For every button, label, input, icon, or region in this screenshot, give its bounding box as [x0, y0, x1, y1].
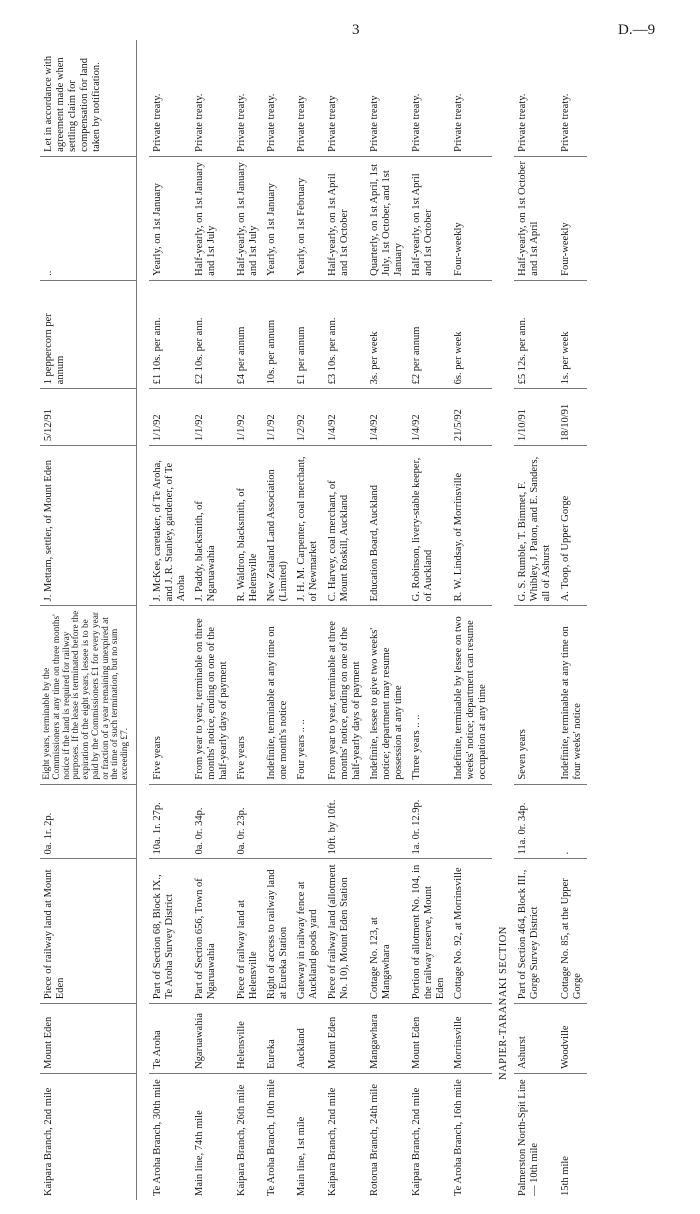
table-row — [293, 40, 323, 1200]
cell-area — [366, 784, 408, 859]
cell-description: Portion of allotment No. 104, in the railway reserve, Mount Eden — [408, 859, 450, 1004]
cell-date: 5/12/91 — [40, 389, 136, 446]
cell-area: 0a. 0r. 34p. — [191, 784, 233, 859]
cell-how-let: Private treaty. — [233, 40, 263, 156]
cell-lessee: A. Toop, of Upper Gorge — [557, 446, 587, 606]
cell-how-let: Let in accordance with agreement made when settling claim for compensation for land taken by notification. — [40, 40, 136, 156]
cell-rent: £4 per annum — [233, 280, 263, 389]
cell-description: Part of Section 464, Block III., Gorge Survey District — [514, 859, 556, 1004]
cell-station: Ashurst — [514, 1004, 556, 1074]
table-row — [514, 40, 556, 1200]
cell-date: 1/1/92 — [233, 389, 263, 446]
cell-lessee: J. McKee, caretaker, of Te Aroha, and J. R. Stanley, gardener, of Te Aroha — [149, 446, 191, 606]
cell-how-let: Private treaty. — [514, 40, 556, 156]
table-row — [263, 40, 293, 1200]
cell-lessee: R. Waldron, blacksmith, of Helensville — [233, 446, 263, 606]
cell-station: Morrinsville — [450, 1004, 492, 1074]
cell-rent: £3 10s. per ann. — [324, 280, 366, 389]
rotated-lease-table — [40, 40, 660, 1200]
cell-date: 1/4/92 — [366, 389, 408, 446]
table-row-top — [40, 40, 136, 1200]
cell-description: Gateway in railway fence at Auckland goods yard — [293, 859, 323, 1004]
cell-lessee: G. S. Rumble, T. Bimmet, F. Whibley, J. Paton, and E. Sanders, all of Ashurst — [514, 446, 556, 606]
cell-term: Four years .. .. — [293, 606, 323, 784]
cell-how-let: Private treaty — [324, 40, 366, 156]
cell-payable: Half-yearly, on 1st April and 1st October — [408, 156, 450, 280]
cell-rent: 3s. per week — [366, 280, 408, 389]
lease-table — [40, 40, 587, 1200]
cell-date: 1/4/92 — [408, 389, 450, 446]
cell-line: Palmerston North-Spit Line— 10th mile — [517, 1079, 541, 1196]
cell-station: Mangawhara — [366, 1004, 408, 1074]
cell-date: 1/1/92 — [149, 389, 191, 446]
cell-line: Rotorua Branch, 24th mile — [368, 1084, 380, 1196]
cell-line: Te Aroha Branch, 30th mile — [151, 1079, 163, 1196]
cell-description: Piece of railway land at Mount Eden — [40, 859, 136, 1004]
cell-how-let: Private treaty. — [191, 40, 233, 156]
cell-lessee: J. Paddy, blacksmith, of Ngaruawahia — [191, 446, 233, 606]
cell-how-let: Private treaty. — [263, 40, 293, 156]
cell-station: Mount Eden — [324, 1004, 366, 1074]
cell-area: 10ft. by 10ft. — [324, 784, 366, 859]
cell-term: Three years .. .. — [408, 606, 450, 784]
cell-rent: 1s. per week — [557, 280, 587, 389]
section-heading-row — [492, 40, 514, 1200]
cell-station: Ngaruawahia — [191, 1004, 233, 1074]
cell-area: 0a. 0r. 23p. — [233, 784, 263, 859]
cell-area: 11a. 0r. 34p. — [514, 784, 556, 859]
cell-area — [293, 784, 323, 859]
cell-station: Te Aroha — [149, 1004, 191, 1074]
cell-how-let: Private treaty. — [408, 40, 450, 156]
cell-station: Mount Eden — [408, 1004, 450, 1074]
cell-payable: .. — [40, 156, 136, 280]
cell-description: Piece of railway land (allotment No. 10), Mount Eden Station — [324, 859, 366, 1004]
cell-payable: Yearly, on 1st February — [293, 156, 323, 280]
cell-how-let: Private treaty — [293, 40, 323, 156]
cell-term: Five years — [233, 606, 263, 784]
cell-rent: 1 peppercorn per annum — [40, 280, 136, 389]
cell-line: Main line, 1st mile — [296, 1116, 308, 1196]
cell-payable: Half-yearly, on 1st January and 1st July — [233, 156, 263, 280]
cell-rent: £1 per annum — [293, 280, 323, 389]
cell-area — [450, 784, 492, 859]
cell-lessee: C. Harvey, coal merchant, of Mount Roskill, Auckland — [324, 446, 366, 606]
cell-description: Cottage No. 85, at the Upper Gorge — [557, 859, 587, 1004]
cell-how-let: Private treaty — [366, 40, 408, 156]
cell-rent: £2 per annum — [408, 280, 450, 389]
cell-line: 15th mile — [559, 1156, 571, 1196]
cell-line: Kaipara Branch, 2nd mile — [410, 1087, 422, 1196]
cell-area: 10a. 1r. 27p. — [149, 784, 191, 859]
cell-rent: 10s. per annum — [263, 280, 293, 389]
cell-rent: £2 10s. per ann. — [191, 280, 233, 389]
cell-term: Indefinite, terminable by lessee on two weeks' notice; department can resume occupation at any time — [450, 606, 492, 784]
cell-date: 1/1/92 — [263, 389, 293, 446]
cell-date: 21/5/92 — [450, 389, 492, 446]
cell-station: Mount Eden — [40, 1004, 136, 1074]
table-row — [324, 40, 366, 1200]
cell-date: 1/10/91 — [514, 389, 556, 446]
cell-area: 1a. 0r. 12.9p. — [408, 784, 450, 859]
cell-how-let: Private treaty. — [450, 40, 492, 156]
cell-area: 0a. 1r. 2p. — [40, 784, 136, 859]
cell-area: . — [557, 784, 587, 859]
document-code: D.—9 — [618, 22, 656, 38]
cell-line: Main line, 74th mile — [193, 1110, 205, 1196]
cell-area — [263, 784, 293, 859]
cell-payable: Half-yearly, on 1st April and 1st October — [324, 156, 366, 280]
cell-description: Cottage No. 123, at Mangawhara — [366, 859, 408, 1004]
cell-payable: Quarterly, on 1st April, 1st July, 1st October, and 1st January — [366, 156, 408, 280]
cell-station: Woodville — [557, 1004, 587, 1074]
cell-payable: Half-yearly, on 1st October and 1st April — [514, 156, 556, 280]
cell-date: 1/4/92 — [324, 389, 366, 446]
cell-term: Eight years, terminable by the Commissioners at any time on three months' notice if the land is required for railway purposes. If the lease is terminated before the expiration of the eight years, lessee is to be paid by the Commissioners £1 for every year or fraction of a year remaining unexpired at the time of such termination, but no sum exceeding £7. — [40, 606, 136, 784]
cell-line: Kaipara Branch, 2nd mile — [326, 1087, 338, 1196]
cell-how-let: Private treaty. — [149, 40, 191, 156]
cell-station: Auckland — [293, 1004, 323, 1074]
cell-line: Te Aroha Branch, 16th mile — [453, 1079, 465, 1196]
cell-rent: 6s. per week — [450, 280, 492, 389]
cell-description: Part of Section 656, Town of Ngaruawahia — [191, 859, 233, 1004]
cell-lessee: J. Mettam, settler, of Mount Eden — [40, 446, 136, 606]
table-row — [191, 40, 233, 1200]
cell-lessee: G. Robinson, livery-stable keeper, of Auckland — [408, 446, 450, 606]
cell-term: Indefinite, terminable at any time on four weeks' notice — [557, 606, 587, 784]
cell-term: Indefinite, terminable at any time on one month's notice — [263, 606, 293, 784]
cell-date: 1/1/92 — [191, 389, 233, 446]
section-title: NAPIER-TARANAKI SECTION — [498, 926, 510, 1080]
cell-station: Eureka — [263, 1004, 293, 1074]
cell-how-let: Private treaty. — [557, 40, 587, 156]
cell-payable: Half-yearly, on 1st January and 1st July — [191, 156, 233, 280]
cell-rent: £1 10s. per ann. — [149, 280, 191, 389]
cell-term: From year to year, terminable at three months' notice, ending on one of the half-yearly days of payment — [324, 606, 366, 784]
cell-station: Helensville — [233, 1004, 263, 1074]
cell-term: Seven years — [514, 606, 556, 784]
cell-description: Piece of railway land at Helensville — [233, 859, 263, 1004]
page-number: 3 — [352, 22, 360, 38]
cell-payable: Four-weekly — [557, 156, 587, 280]
cell-description: Cottage No. 92, at Morrinsville — [450, 859, 492, 1004]
cell-term: From year to year, terminable on three months' notice, ending on one of the half-yearly days of payment — [191, 606, 233, 784]
table-row — [149, 40, 191, 1200]
table-row — [408, 40, 450, 1200]
cell-payable: Yearly, on 1st January — [263, 156, 293, 280]
cell-line: Kaipara Branch, 26th mile — [236, 1084, 248, 1196]
cell-date: 18/10/91 — [557, 389, 587, 446]
table-row — [233, 40, 263, 1200]
cell-rent: £5 12s. per ann. — [514, 280, 556, 389]
cell-payable: Four-weekly — [450, 156, 492, 280]
cell-line: Te Aroha Branch, 10th mile — [266, 1079, 278, 1196]
cell-lessee: R. W. Lindsay, of Morrinsville — [450, 446, 492, 606]
cell-date: 1/2/92 — [293, 389, 323, 446]
table-row — [450, 40, 492, 1200]
spacer-row — [136, 40, 149, 1200]
cell-lessee: Education Board, Auckland — [366, 446, 408, 606]
cell-description: Right of access to railway land at Eureka Station — [263, 859, 293, 1004]
cell-term: Five years — [149, 606, 191, 784]
cell-line: Kaipara Branch, 2nd mile — [40, 1073, 136, 1200]
table-row — [366, 40, 408, 1200]
table-row — [557, 40, 587, 1200]
cell-payable: Yearly, on 1st January — [149, 156, 191, 280]
cell-description: Part of Section 68, Block IX., Te Aroha Survey District — [149, 859, 191, 1004]
cell-lessee: New Zealand Land Association (Limited) — [263, 446, 293, 606]
cell-lessee: J. H. M. Carpenter, coal merchant, of Newmarket — [293, 446, 323, 606]
cell-term: Indefinite, lessee to give two weeks' notice; department may resume possession at any time — [366, 606, 408, 784]
